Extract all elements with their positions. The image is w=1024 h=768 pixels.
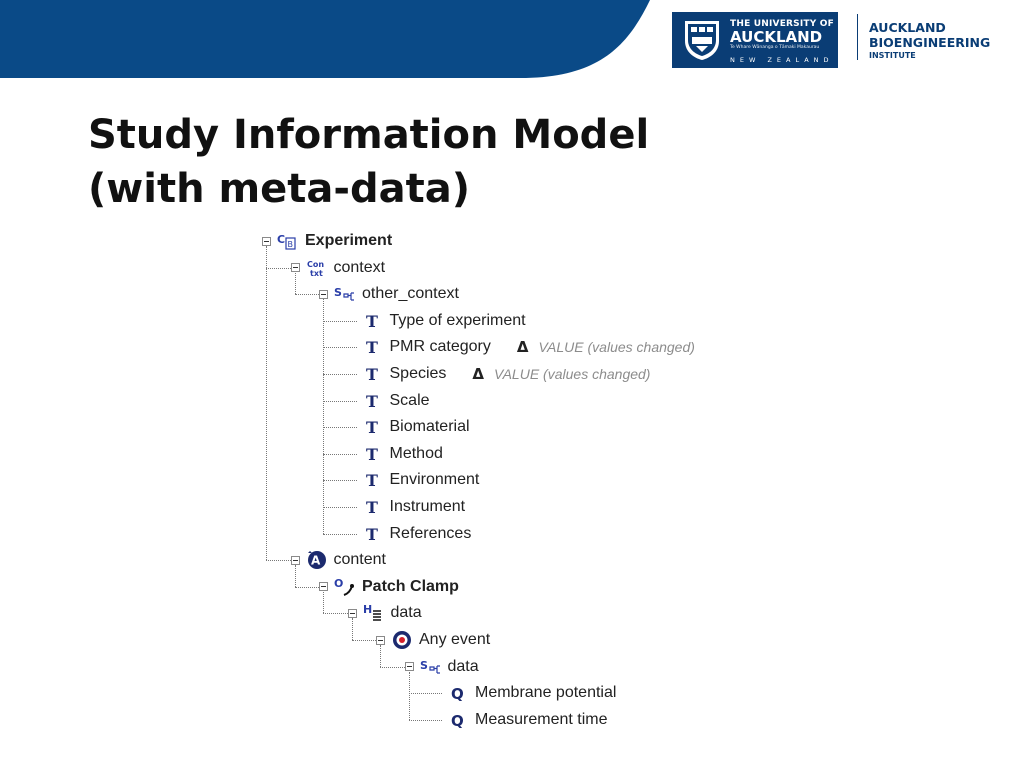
svg-text:T: T: [365, 418, 378, 438]
tree-node-label: content: [333, 551, 386, 569]
tree-node[interactable]: [362, 469, 480, 491]
text-icon: [362, 470, 386, 490]
svg-text:T: T: [365, 471, 378, 491]
university-logo-line3: Te Whare Wānanga o Tāmaki Makaurau: [730, 45, 820, 50]
tree-node-label: data: [390, 604, 422, 622]
tree-connector-horizontal: [352, 640, 377, 641]
svg-text:S: S: [419, 658, 428, 672]
tree-node-label: Method: [389, 444, 443, 462]
collapse-toggle-icon[interactable]: [376, 636, 385, 645]
text-icon: [362, 417, 386, 437]
svg-text:Q: Q: [451, 711, 464, 730]
tree-connector-horizontal: [323, 401, 357, 402]
tree-node[interactable]: [319, 283, 459, 305]
text-icon: [362, 524, 386, 544]
observation-icon: [334, 577, 358, 597]
tree-node-label: Experiment: [305, 232, 393, 249]
tree-connector-horizontal: [380, 667, 405, 668]
slide-title-line2: (with meta-data): [88, 166, 471, 212]
tree-node[interactable]: [447, 682, 616, 704]
tree-connector-vertical: [409, 672, 410, 720]
tree-node[interactable]: [291, 549, 386, 571]
tree-node-label: Membrane potential: [475, 684, 617, 702]
university-logo-line2: AUCKLAND: [730, 28, 823, 46]
svg-text:T: T: [365, 524, 378, 544]
tree-connector-horizontal: [323, 507, 357, 508]
tree-node-label: context: [333, 258, 386, 276]
svg-text:S: S: [334, 286, 342, 300]
university-logo-line4: NEW ZEALAND: [730, 56, 834, 64]
text-icon: [362, 497, 386, 517]
svg-text:T: T: [365, 311, 378, 331]
svg-text:txt: txt: [309, 268, 323, 278]
tree-node[interactable]: [362, 363, 651, 385]
tree-node-label: Scale: [389, 391, 430, 409]
tree-node-label: Environment: [389, 471, 480, 489]
institute-logo-line1: AUCKLAND: [869, 20, 946, 35]
svg-text:O: O: [334, 576, 344, 590]
event-icon: [391, 630, 415, 650]
text-icon: [362, 391, 386, 411]
text-icon: [362, 337, 386, 357]
tree-node-label: Biomaterial: [389, 418, 470, 436]
tree-node[interactable]: [262, 230, 392, 252]
quantity-icon: [447, 710, 471, 730]
tree-connector-horizontal: [295, 587, 320, 588]
institute-logo-line3: INSTITUTE: [869, 51, 916, 60]
tree-connector-horizontal: [323, 347, 357, 348]
tree-connector-horizontal: [323, 454, 357, 455]
svg-text:B: B: [287, 240, 293, 249]
collapse-toggle-icon[interactable]: [319, 582, 328, 591]
change-annotation: VALUE (values changed): [538, 339, 695, 356]
tree-connector-horizontal: [323, 374, 357, 375]
tree-node-label: Type of experiment: [389, 311, 526, 329]
composition-icon: [277, 231, 301, 251]
tree-connector-vertical: [266, 246, 267, 560]
tree-node[interactable]: [348, 602, 422, 624]
tree-node[interactable]: [447, 709, 608, 731]
tree-node[interactable]: [362, 390, 430, 412]
collapse-toggle-icon[interactable]: [291, 556, 300, 565]
tree-node-label: data: [447, 657, 479, 675]
tree-node-label: Species: [389, 365, 447, 382]
svg-text:Con: Con: [306, 259, 324, 269]
tree-node-label: other_context: [362, 285, 459, 303]
context-icon: [306, 258, 330, 278]
tree-connector-horizontal: [409, 693, 443, 694]
item-tree-icon: [420, 657, 444, 677]
svg-text:T: T: [365, 391, 378, 411]
tree-node[interactable]: [362, 443, 443, 465]
svg-text:C: C: [277, 233, 286, 246]
text-icon: [362, 311, 386, 331]
tree-node-label: Patch Clamp: [362, 577, 459, 595]
tree-connector-horizontal: [409, 720, 443, 721]
collapse-toggle-icon[interactable]: [319, 290, 328, 299]
collapse-toggle-icon[interactable]: [291, 263, 300, 272]
tree-node-label: Any event: [419, 631, 491, 648]
tree-node-label: References: [389, 524, 472, 542]
text-icon: [362, 444, 386, 464]
tree-node-label: PMR category: [389, 338, 491, 356]
svg-text:A: A: [310, 553, 320, 568]
tree-node-label: Measurement time: [475, 710, 608, 728]
tree-connector-horizontal: [323, 613, 348, 614]
delta-icon: Δ: [516, 338, 529, 357]
quantity-icon: [447, 683, 471, 703]
svg-text:T: T: [365, 365, 378, 384]
svg-text:H: H: [362, 603, 372, 617]
tree-connector-vertical: [323, 299, 324, 533]
tree-node-label: Instrument: [389, 498, 466, 515]
item-tree-icon: [334, 284, 358, 304]
tree-connector-horizontal: [266, 268, 291, 269]
history-icon: [363, 603, 387, 623]
tree-node[interactable]: [362, 496, 466, 518]
delta-icon: Δ: [472, 365, 485, 383]
tree-node[interactable]: [376, 629, 490, 651]
svg-text:T: T: [365, 498, 378, 517]
tree-node[interactable]: [291, 257, 386, 279]
tree-connector-horizontal: [323, 321, 357, 322]
tree-connector-horizontal: [295, 294, 320, 295]
collapse-toggle-icon[interactable]: [262, 237, 271, 246]
text-icon: [362, 364, 386, 384]
tree-node[interactable]: [362, 416, 470, 438]
institute-logo-line2: BIOENGINEERING: [869, 35, 991, 50]
tree-connector-horizontal: [323, 534, 357, 535]
tree-node[interactable]: [362, 310, 526, 332]
svg-text:T: T: [365, 444, 378, 464]
archetype-slot-icon: [306, 550, 330, 570]
svg-text:Q: Q: [451, 685, 464, 704]
tree-connector-horizontal: [266, 560, 291, 561]
svg-text:T: T: [365, 338, 378, 358]
collapse-toggle-icon[interactable]: [348, 609, 357, 618]
tree-connector-horizontal: [323, 480, 357, 481]
tree-node[interactable]: [319, 576, 459, 598]
slide-title-line1: Study Information Model: [88, 112, 650, 158]
university-logo-line1: THE UNIVERSITY OF: [730, 19, 835, 29]
change-annotation: VALUE (values changed): [494, 366, 651, 382]
collapse-toggle-icon[interactable]: [405, 662, 414, 671]
tree-connector-horizontal: [323, 427, 357, 428]
tree-node[interactable]: [405, 656, 479, 678]
tree-node[interactable]: [362, 523, 472, 545]
tree-node[interactable]: [362, 336, 695, 358]
